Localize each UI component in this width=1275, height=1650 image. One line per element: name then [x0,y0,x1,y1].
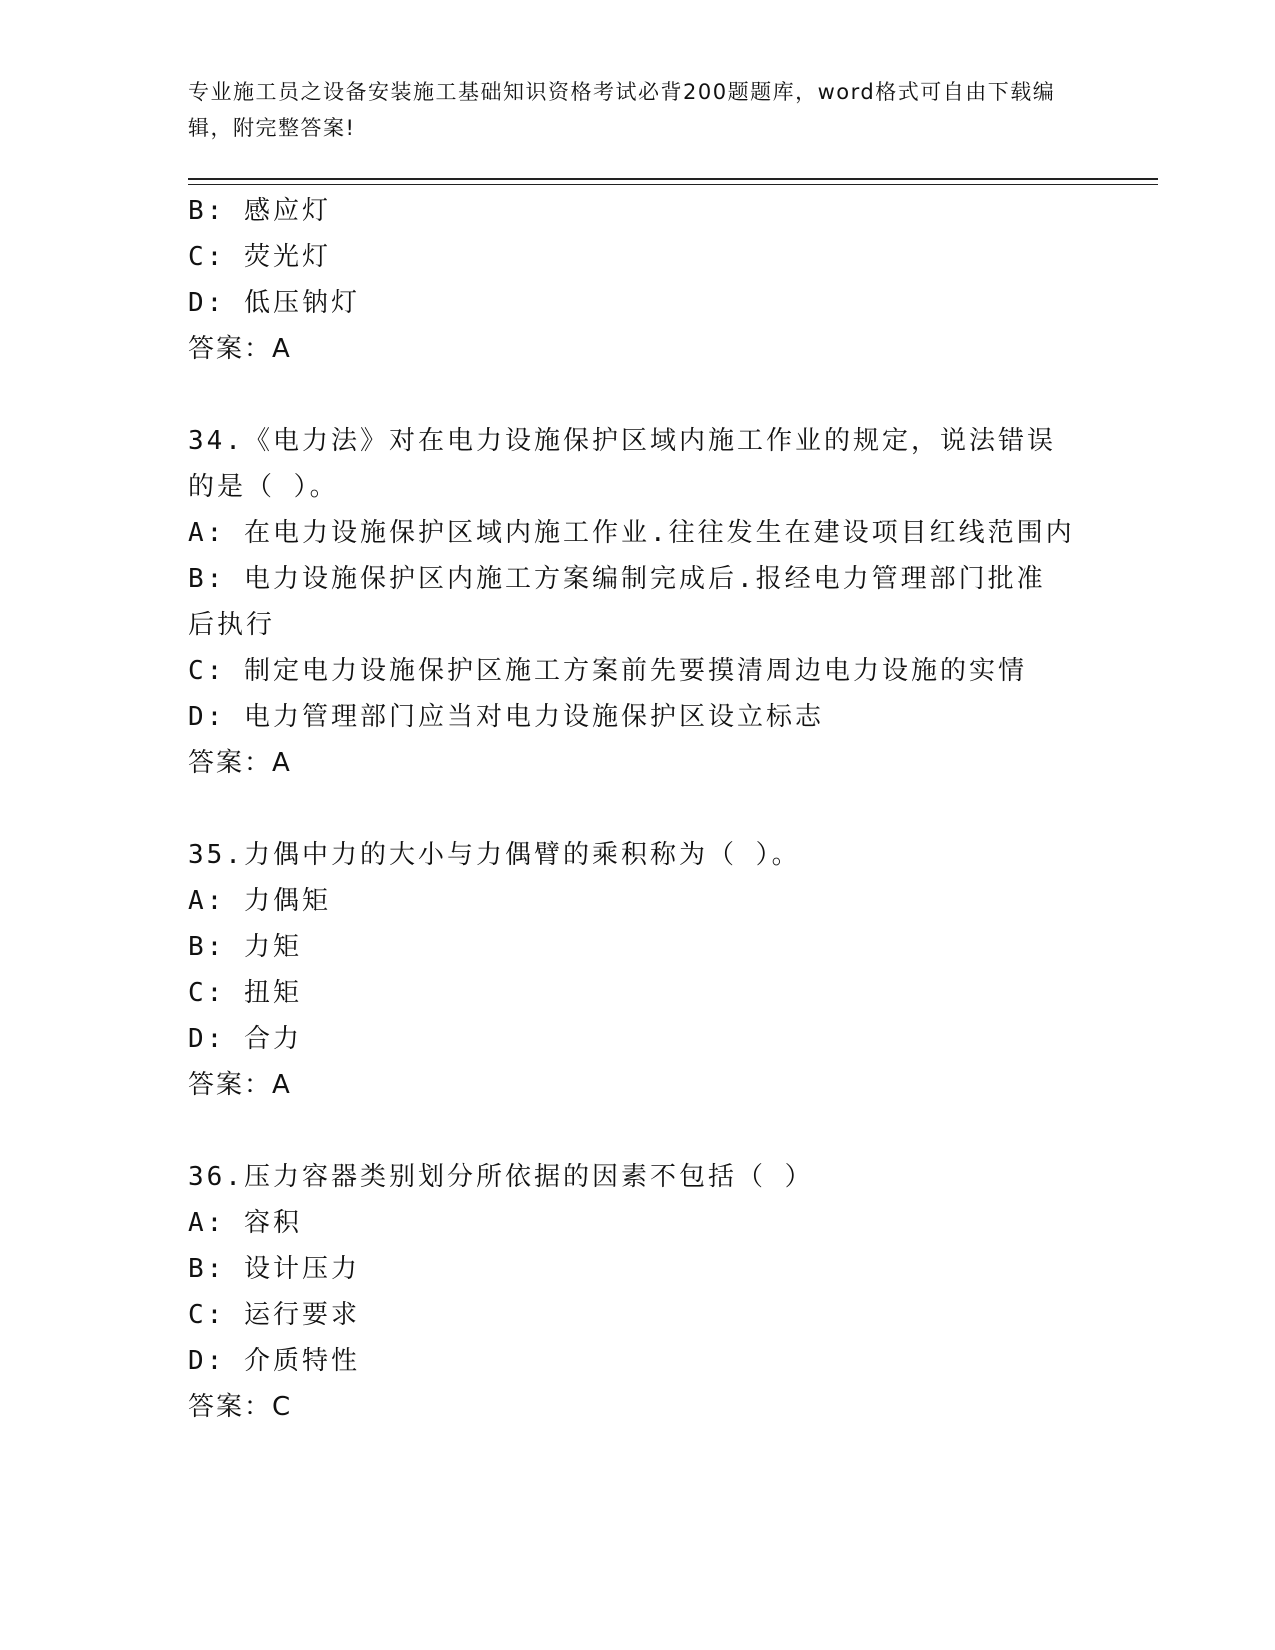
question-33-continued [188,188,1088,372]
question-stem: 36.压力容器类别划分所依据的因素不包括（ ） [188,1162,814,1192]
option-b: B: 力矩 [188,932,302,962]
spacer [188,372,1088,418]
spacer [188,1108,1088,1154]
question-stem: 35.力偶中力的大小与力偶臂的乘积称为（ ）。 [188,840,801,870]
option-c: C: 制定电力设施保护区施工方案前先要摸清周边电力设施的实情 [188,656,1027,686]
answer: 答案：C [188,1392,293,1422]
document-header: 专业施工员之设备安装施工基础知识资格考试必背200题题库，word格式可自由下载编辑，附完整答案! [188,80,1056,140]
option-d: D: 介质特性 [188,1346,360,1376]
option-c: C: 荧光灯 [188,242,331,272]
question-stem: 34.《电力法》对在电力设施保护区域内施工作业的规定，说法错误的是（ ）。 [188,426,1056,502]
option-d: D: 电力管理部门应当对电力设施保护区设立标志 [188,702,824,732]
option-b: B: 感应灯 [188,196,331,226]
question-35 [188,832,1088,1108]
question-36 [188,1154,1088,1430]
option-a: A: 力偶矩 [188,886,331,916]
answer: 答案：A [188,1070,292,1100]
spacer [188,786,1088,832]
option-d: D: 合力 [188,1024,302,1054]
answer: 答案：A [188,334,292,364]
header-divider-thin [188,184,1158,185]
header-divider-thick [188,178,1158,180]
option-a: A: 在电力设施保护区域内施工作业.往往发生在建设项目红线范围内 [188,518,1075,548]
question-34 [188,418,1088,786]
option-b: B: 设计压力 [188,1254,360,1284]
question-content [188,188,1088,1430]
option-c: C: 运行要求 [188,1300,360,1330]
option-c: C: 扭矩 [188,978,302,1008]
option-b: B: 电力设施保护区内施工方案编制完成后.报经电力管理部门批准后执行 [188,564,1046,640]
answer: 答案：A [188,748,292,778]
option-d: D: 低压钠灯 [188,288,360,318]
option-a: A: 容积 [188,1208,302,1238]
